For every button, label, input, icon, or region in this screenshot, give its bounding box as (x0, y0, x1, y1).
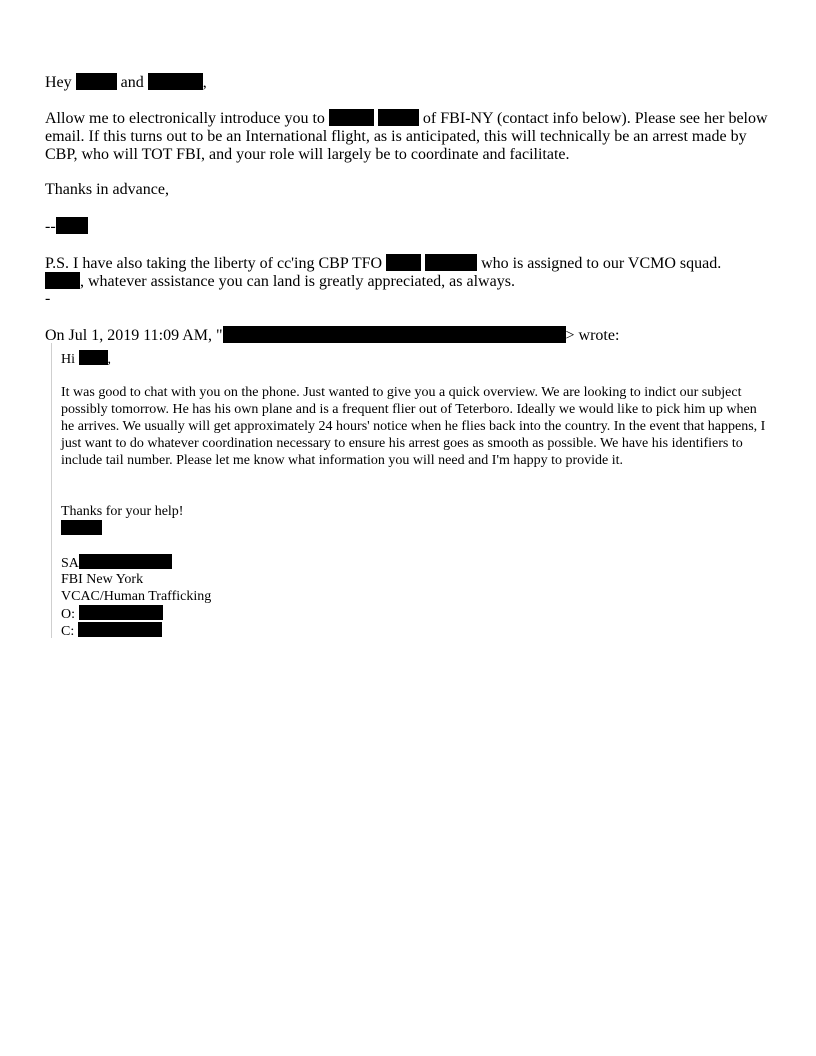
quoted-sa-line (61, 554, 773, 572)
ps-line-2 (45, 272, 775, 291)
redaction-block (76, 73, 117, 90)
quoted-office: FBI New York (61, 572, 144, 587)
quoted-sa: SA (61, 556, 79, 571)
quoted-o-label: O: (61, 607, 75, 622)
quoted-body: It was good to chat with you on the phone. Just wanted to give you a quick overview. We are looking to indict our subject possibly tomorrow. He has his own plane and is a frequent flier out of Teterboro. Ideally we would like to pick him up when he arrives. We usually will get approximately 24 hours' notice when he flies back into the country. In the event that happens, I just want to do whatever coordination necessary to ensure his arrest goes as smooth as possible. We have his identifiers to include tail number. Please let me know what information you will need and I'm happy to provide it. (61, 385, 766, 468)
redaction-block (79, 554, 172, 569)
quoted-salutation (61, 350, 773, 368)
signature-line (45, 217, 775, 236)
intro-paragraph (45, 109, 775, 164)
thanks-line: Thanks in advance, (45, 181, 169, 198)
quoted-message (51, 343, 776, 638)
redaction-block (329, 109, 374, 126)
redaction-block (78, 622, 162, 637)
redaction-block (425, 254, 477, 271)
greeting-and: and (120, 74, 144, 91)
ps-text-2: who is assigned to our VCMO squad. (481, 255, 722, 272)
quoted-cell-phone (61, 622, 773, 640)
greeting-hey: Hey (45, 74, 72, 91)
quoted-office-phone (61, 605, 773, 623)
greeting-comma: , (202, 74, 207, 91)
redaction-block (223, 326, 566, 343)
ps-text-1: P.S. I have also taking the liberty of cc'ing CBP TFO (45, 255, 383, 272)
quoted-c-label: C: (61, 624, 75, 639)
ps-text-3: , whatever assistance you can land is greatly appreciated, as always. (80, 273, 515, 290)
redaction-block (378, 109, 419, 126)
ps-dash: - (45, 290, 51, 307)
intro-text-1: Allow me to electronically introduce you to (45, 110, 325, 127)
quoted-thanks: Thanks for your help! (61, 504, 184, 519)
quote-header-prefix: On Jul 1, 2019 11:09 AM, " (45, 327, 223, 344)
quoted-unit: VCAC/Human Trafficking (61, 589, 212, 604)
redaction-block (79, 605, 163, 620)
quote-header-suffix: > wrote: (565, 327, 620, 344)
greeting-line (45, 73, 775, 92)
quoted-hi: Hi (61, 352, 75, 367)
quoted-comma: , (107, 352, 111, 367)
intro-text-2: of FBI-NY (contact info below). Please see her below email. If this turns out to be an International flight, as is anticipated, this will technically be an arrest made by CBP, who will TOT FBI, and your role will largely be to coordinate and facilitate. (45, 110, 768, 163)
quoted-sender-line (61, 520, 773, 538)
redaction-block (56, 217, 88, 234)
ps-line-1 (45, 254, 775, 273)
redaction-block (148, 73, 203, 90)
redaction-block (45, 272, 80, 289)
signature-dash: -- (45, 218, 56, 235)
redaction-block (61, 520, 102, 535)
redaction-block (79, 350, 108, 365)
redaction-block (386, 254, 421, 271)
